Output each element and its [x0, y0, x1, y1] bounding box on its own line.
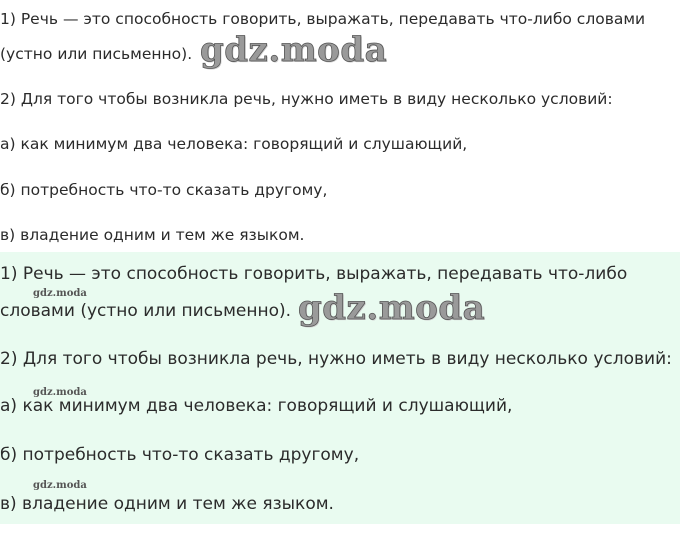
paragraph-definition-continued: (устно или письменно).: [0, 45, 193, 63]
list-item-c: в) владение одним и тем же языком.: [0, 226, 305, 244]
list-item-a: а) как минимум два человека: говорящий и слушающий,: [0, 135, 468, 153]
paragraph-definition: 1) Речь — это способность говорить, выражать, передавать что-либо словами: [0, 10, 646, 28]
list-item-b: б) потребность что-то сказать другому,: [0, 181, 328, 199]
list-item-a: а) как минимум два человека: говорящий и слушающий,: [0, 396, 513, 416]
watermark-logo: gdz.moda: [200, 30, 388, 70]
answer-text-block-1: [0, 0, 680, 252]
watermark-small: gdz.moda: [33, 480, 87, 491]
answer-text-block-2: [0, 252, 680, 524]
watermark-logo: gdz.moda: [298, 288, 486, 328]
paragraph-definition-continued: словами (устно или письменно).: [0, 301, 292, 321]
paragraph-conditions-intro: 2) Для того чтобы возникла речь, нужно иметь в виду несколько условий:: [0, 90, 613, 108]
list-item-c: в) владение одним и тем же языком.: [0, 494, 334, 514]
watermark-small: gdz.moda: [33, 288, 87, 299]
watermark-small: gdz.moda: [33, 387, 87, 398]
paragraph-conditions-intro: 2) Для того чтобы возникла речь, нужно иметь в виду несколько условий:: [0, 349, 672, 369]
list-item-b: б) потребность что-то сказать другому,: [0, 445, 360, 465]
paragraph-definition: 1) Речь — это способность говорить, выражать, передавать что-либо: [0, 264, 628, 284]
